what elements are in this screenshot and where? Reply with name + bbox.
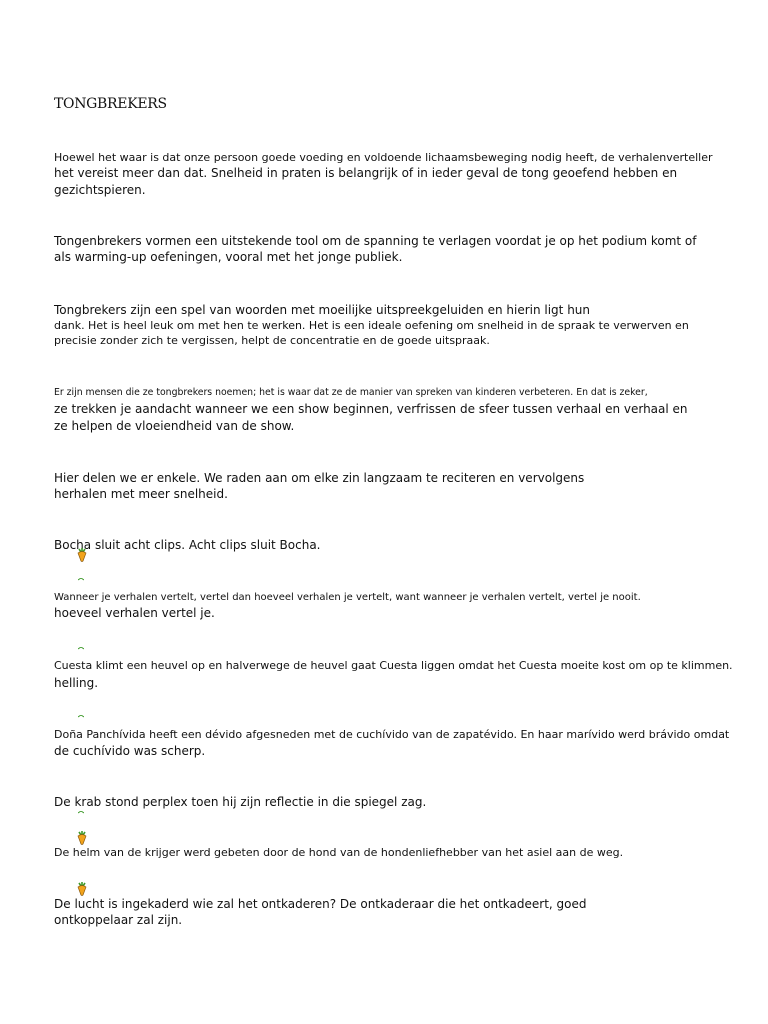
tongue-twister-line: helling. <box>54 676 99 690</box>
paragraph-line: het vereist meer dan dat. Snelheid in praten is belangrijk of in ieder geval de tong geoefend hebben en <box>54 166 678 180</box>
paragraph-line: ze trekken je aandacht wanneer we een show beginnen, verfrissen de sfeer tussen verhaal en verhaal en <box>54 402 688 416</box>
paragraph-line: Hoewel het waar is dat onze persoon goede voeding en voldoende lichaamsbeweging nodig heeft, de verhalenverteller <box>54 151 713 164</box>
paragraph-line: als warming-up oefeningen, vooral met het jonge publiek. <box>54 250 403 264</box>
tongue-twister-line: Doña Panchívida heeft een dévido afgesneden met de cuchívido van de zapatévido. En haar marívido werd brávido omdat <box>54 728 730 741</box>
tongue-twister-line: de cuchívido was scherp. <box>54 744 206 758</box>
tongue-twister-line: Bocha sluit acht clips. Acht clips sluit Bocha. <box>54 538 321 552</box>
tongue-twister-line: Wanneer je verhalen vertelt, vertel dan hoeveel verhalen je vertelt, want wanneer je verhalen vertelt, vertel je nooit. <box>54 592 641 603</box>
paragraph-line: dank. Het is heel leuk om met hen te werken. Het is een ideale oefening om snelheid in de spraak te verwerven en <box>54 319 689 332</box>
tongue-twister-line: De krab stond perplex toen hij zijn reflectie in die spiegel zag. <box>54 795 427 809</box>
tongue-twister-line: De helm van de krijger werd gebeten door de hond van de hondenliefhebber van het asiel aan de weg. <box>54 846 624 859</box>
carrot-leaf-icon <box>78 715 84 718</box>
carrot-leaf-icon <box>78 578 84 581</box>
paragraph-line: Hier delen we er enkele. We raden aan om elke zin langzaam te reciteren en vervolgens <box>54 471 585 485</box>
carrot-leaf-icon <box>78 811 84 814</box>
tongue-twister-line: ontkoppelaar zal zijn. <box>54 913 183 927</box>
paragraph-line: Tongbrekers zijn een spel van woorden met moeilijke uitspreekgeluiden en hierin ligt hun <box>54 303 591 317</box>
carrot-icon <box>74 546 90 562</box>
carrot-icon <box>74 880 90 896</box>
paragraph-line: Er zijn mensen die ze tongbrekers noemen; het is waar dat ze de manier van spreken van kinderen verbeteren. En dat is zeker, <box>54 387 648 398</box>
paragraph-line: precisie zonder zich te vergissen, helpt de concentratie en de goede uitspraak. <box>54 334 490 347</box>
paragraph-line: herhalen met meer snelheid. <box>54 487 228 501</box>
carrot-icon <box>74 829 90 845</box>
paragraph-line: gezichtspieren. <box>54 183 146 197</box>
tongue-twister-line: hoeveel verhalen vertel je. <box>54 606 215 620</box>
tongue-twister-line: De lucht is ingekaderd wie zal het ontkaderen? De ontkaderaar die het ontkadeert, goed <box>54 897 587 911</box>
tongue-twister-line: Cuesta klimt een heuvel op en halverwege de heuvel gaat Cuesta liggen omdat het Cuesta moeite kost om op te klimmen. <box>54 659 733 672</box>
paragraph-line: ze helpen de vloeiendheid van de show. <box>54 419 295 433</box>
paragraph-line: Tongenbrekers vormen een uitstekende tool om de spanning te verlagen voordat je op het podium komt of <box>54 234 697 248</box>
document-title: TONGBREKERS <box>54 96 167 112</box>
carrot-leaf-icon <box>78 647 84 650</box>
